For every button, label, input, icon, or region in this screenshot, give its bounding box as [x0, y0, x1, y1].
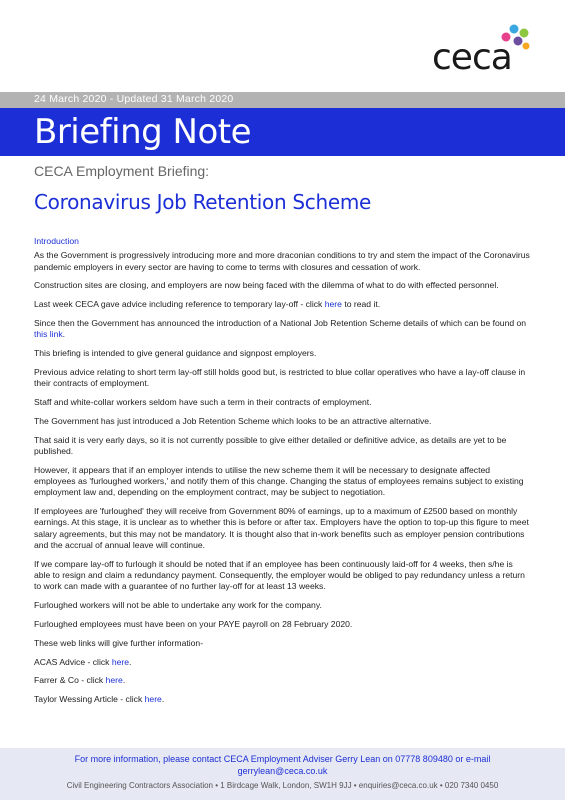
date-line: 24 March 2020 - Updated 31 March 2020 — [34, 93, 234, 105]
footer-contact: For more information, please contact CECA Employment Adviser Gerry Lean on 07778 809480 or e-mail — [74, 754, 491, 764]
resource-item: Farrer & Co - click here. — [34, 675, 126, 686]
paragraph: Previous advice relating to short term lay-off still holds good but, is restricted to blue collar operatives who have a lay-off clause in their contracts of employment. — [34, 366, 526, 389]
paragraph: Last week CECA gave advice including reference to temporary lay-off - click here to read it. — [34, 299, 381, 310]
paragraph: The Government has just introduced a Job Retention Scheme which looks to be an attractive alternative. — [34, 415, 432, 426]
resource-item: Taylor Wessing Article - click here. — [34, 694, 165, 705]
acas-advice-link[interactable]: here — [111, 656, 130, 667]
paragraph: Furloughed employees must have been on your PAYE payroll on 28 February 2020. — [34, 618, 353, 629]
paragraph: Since then the Government has announced the introduction of a National Job Retention Scheme details of which can be found on this link. — [34, 317, 527, 340]
body-content — [34, 236, 530, 713]
paragraph: That said it is very early days, so it is not currently possible to give either detailed or definitive advice, as details are yet to be published. — [34, 434, 507, 456]
paragraph: If employees are 'furloughed' they will receive from Government 80% of earnings, up to a maximum of £2500 based on monthly earnings. At this stage, it is unclear as to whether this is before or after tax. Employers have the option to top-up this figure to meet salary agreements, but this may not be mandatory. It is thought also that in-work benefits such as employer pension contributions and the accrual of annual leave will continue. — [34, 506, 529, 550]
resource-item: ACAS Advice - click here. — [34, 656, 132, 667]
paragraph: If we compare lay-off to furlough it should be noted that if an employee has been continuously laid-off for 4 weeks, then s/he is able to resign and claim a redundancy payment. Consequently, the employer would be obliged to pay redundancy unless a return to work can made with a guarantee of no further lay-off for at least 13 weeks. — [34, 558, 525, 592]
page-title: Briefing Note — [34, 112, 252, 152]
farrer-co-link[interactable]: here — [105, 675, 123, 686]
paragraph: This briefing is intended to give general guidance and signpost employers. — [34, 348, 317, 359]
logo-text: ceca — [432, 37, 512, 78]
lay-off-advice-link[interactable]: here — [324, 299, 342, 310]
paragraph: As the Government is progressively introducing more and more draconian conditions to try and stem the impact of the Coronavirus pandemic employers in every sector are having to come to terms with closures and cessation of work. — [34, 250, 530, 272]
paragraph: These web links will give further information- — [34, 637, 204, 648]
paragraph: However, it appears that if an employer intends to utilise the new scheme them it will be necessary to designate affected employees as 'furloughed workers,' and notify them of this change. Changing the status of employees remains subject to existing employment law and, depending on the employment contract, may be subject to negotiation. — [34, 464, 524, 498]
paragraph: Staff and white-collar workers seldom have such a term in their contracts of employment. — [34, 396, 372, 407]
footer-address: Civil Engineering Contractors Association • 1 Birdcage Walk, London, SW1H 9JJ • enquiries@ceca.co.uk • 020 7340 0450 — [66, 781, 499, 790]
paragraph: Furloughed workers will not be able to undertake any work for the company. — [34, 600, 322, 611]
taylor-wessing-link[interactable]: here — [144, 694, 162, 705]
paragraph: Construction sites are closing, and employers are now being faced with the dilemma of what to do with effected personnel. — [34, 280, 499, 291]
headline: Coronavirus Job Retention Scheme — [34, 190, 372, 214]
intro-heading: Introduction — [34, 236, 79, 246]
job-retention-scheme-link[interactable]: this link — [34, 329, 63, 340]
footer-email-link[interactable]: gerrylean@ceca.co.uk — [237, 766, 328, 776]
subtitle: CECA Employment Briefing: — [34, 163, 210, 179]
